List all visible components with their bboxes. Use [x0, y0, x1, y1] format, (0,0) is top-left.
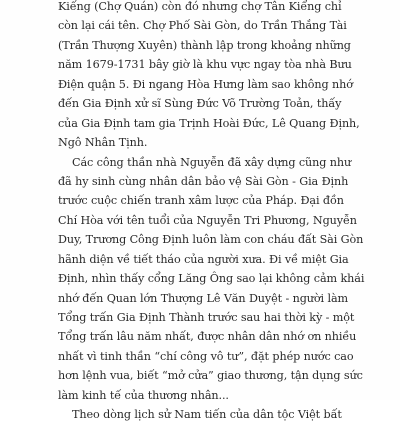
text-line: đến Gia Định xử sĩ Sùng Đức Võ Trường Toản, thấy [58, 97, 342, 111]
text-line: nhớ đến Quan lớn Thượng Lê Văn Duyệt - người làm [58, 291, 349, 305]
text-line: còn lại cái tên. Chợ Phố Sài Gòn, do Trần Thắng Tài [58, 19, 347, 33]
text-line: Điện quận 5. Đi ngang Hòa Hưng làm sao không nhớ [58, 77, 353, 91]
text-line: Tổng trấn lâu năm nhất, được nhân dân nhớ ơn nhiều [58, 330, 357, 344]
paragraph-2 [58, 153, 388, 406]
text-line: (Trần Thượng Xuyên) thành lập trong khoảng những [58, 38, 351, 52]
paragraph-3 [58, 405, 388, 424]
text-line: năm 1679-1731 bây giờ là khu vực ngay tòa nhà Bưu [58, 58, 352, 72]
text-line: Ngô Nhân Tịnh. [58, 136, 148, 150]
text-line: đã hy sinh cùng nhân dân bảo vệ Sài Gòn - Gia Định [58, 174, 349, 188]
text-line: Định, nhìn thấy cổng Lăng Ông sao lại không cảm khái [58, 272, 365, 286]
text-line: hơn lệnh vua, biết “mở cửa” giao thương, tận dụng sức [58, 369, 363, 383]
text-line: Kiếng (Chợ Quán) còn đó nhưng chợ Tân Kiểng chỉ [58, 0, 342, 13]
text-line: Tổng trấn Gia Định Thành trước sau hai thời kỳ - một [58, 311, 355, 324]
text-line: Duy, Trương Công Định luôn làm con cháu đất Sài Gòn [58, 233, 364, 247]
text-line: trước cuộc chiến tranh xâm lược của Pháp. Đại đồn [58, 194, 344, 208]
text-line: Các công thần nhà Nguyễn đã xây dựng cũng như [72, 155, 352, 169]
text-line: của Gia Định tam gia Trịnh Hoài Đức, Lê Quang Định, [58, 116, 360, 130]
text-line: hãnh diện về tiết tháo của người xưa. Đi về miệt Gia [58, 252, 349, 266]
text-line: Theo dòng lịch sử Nam tiến của dân tộc Việt bất [72, 408, 342, 422]
text-line: nhất vì tinh thần “chí công vô tư”, đặt phép nước cao [58, 349, 354, 363]
text-line: làm kinh tế của thương nhân... [58, 388, 229, 402]
body-text [58, 0, 388, 425]
paragraph-1 [58, 0, 388, 153]
text-line: Chí Hòa với tên tuổi của Nguyễn Tri Phương, Nguyễn [58, 213, 357, 227]
